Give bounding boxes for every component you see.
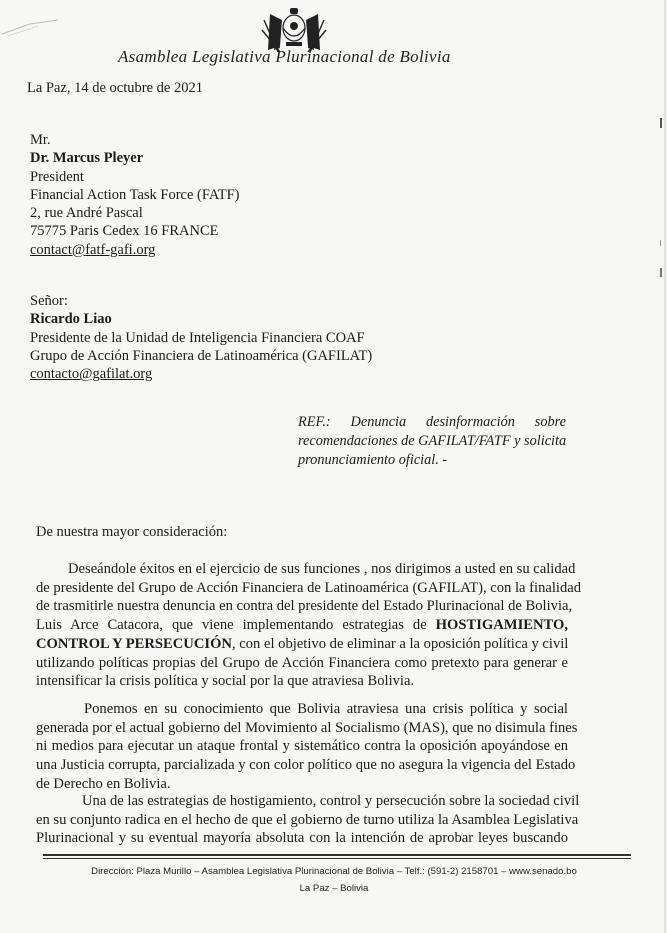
paragraph-line: generada por el actual gobierno del Movimiento al Socialismo (MAS), que no disimula fines xyxy=(36,719,578,736)
recipient-organization: Grupo de Acción Financiera de Latinoamérica (GAFILAT) xyxy=(30,347,373,364)
scan-mark-icon xyxy=(0,18,60,38)
paragraph-line: en su conjunto radica en el hecho de que el gobierno de turno utiliza la Asamblea Legislativa xyxy=(36,811,579,828)
reference-line: REF.: Denuncia desinformación sobre xyxy=(298,414,566,430)
footer-address: Dirección: Plaza Murillo – Asamblea Legislativa Plurinacional de Bolivia – Telf.: (591-2) 2158701 – www.senado.bo xyxy=(91,866,577,877)
page-edge-shadow xyxy=(658,0,668,933)
letter-date: La Paz, 14 de octubre de 2021 xyxy=(27,80,203,96)
paragraph-line: Ponemos en su conocimiento que Bolivia atraviesa una crisis política y social xyxy=(84,701,568,717)
recipient-email-link[interactable]: contact@fatf-gafi.org xyxy=(30,241,156,258)
paragraph-line: CONTROL Y PERSECUCIÓN, con el objetivo de eliminar a la oposición política y civil xyxy=(36,635,569,652)
paragraph-line: una Justicia corrupta, parcializada y con color político que no asegura la vigencia del Estado xyxy=(36,757,576,774)
paragraph-line: intensificar la crisis política y social por la que atraviesa Bolivia. xyxy=(36,673,415,690)
recipient-address-line: 2, rue André Pascal xyxy=(30,205,143,222)
recipient-address-line: 75775 Paris Cedex 16 FRANCE xyxy=(30,223,219,240)
recipient-name: Ricardo Liao xyxy=(30,311,112,328)
reference-block xyxy=(298,413,566,469)
paragraph-line: Una de las estrategias de hostigamiento, control y persecución sobre la sociedad civil xyxy=(82,793,580,809)
paragraph-line: Plurinacional y su eventual mayoría absoluta con la intención de aprobar leyes buscando xyxy=(36,830,568,847)
footer-city: La Paz – Bolivia xyxy=(299,883,369,894)
institution-name: Asamblea Legislativa Plurinacional de Bolivia xyxy=(118,47,451,66)
paragraph-line: ni medios para ejecutar un ataque frontal y sistemático contra la oposición apoyándose en xyxy=(36,738,568,755)
recipient-title: Presidente de la Unidad de Inteligencia Financiera COAF xyxy=(30,329,365,346)
recipient-title: President xyxy=(30,168,84,185)
reference-line: pronunciamiento oficial. - xyxy=(298,451,448,468)
reference-label: REF.: xyxy=(298,414,331,430)
paragraph-line: Luis Arce Catacora, que viene implementando estrategias de HOSTIGAMIENTO, xyxy=(36,617,568,634)
paragraph-line: de presidente del Grupo de Acción Financiera de Latinoamérica (GAFILAT), con la finalidad xyxy=(36,579,582,596)
paragraph-line: Deseándole éxitos en el ejercicio de sus funciones , nos dirigimos a usted en su calidad xyxy=(68,561,576,577)
paragraph-line: de trasmitirle nuestra denuncia en contra del presidente del Estado Plurinacional de Bolivia, xyxy=(36,598,573,615)
recipient-name: Dr. Marcus Pleyer xyxy=(30,150,144,167)
body-paragraph-3 xyxy=(36,792,580,848)
reference-line: recomendaciones de GAFILAT/FATF y solicita xyxy=(298,432,567,449)
recipient-organization: Financial Action Task Force (FATF) xyxy=(30,186,240,203)
recipient-block-fatf xyxy=(30,131,239,259)
footer-rule xyxy=(43,854,631,856)
emphasis-text: HOSTIGAMIENTO, xyxy=(435,617,568,634)
greeting: De nuestra mayor consideración: xyxy=(36,524,228,540)
recipient-email-link[interactable]: contacto@gafilat.org xyxy=(30,366,153,383)
paragraph-line: utilizando políticas propias del Grupo de Acción Financiera como pretexto para generar e xyxy=(36,654,568,671)
body-paragraph-2 xyxy=(36,700,578,794)
emphasis-text: CONTROL Y PERSECUCIÓN xyxy=(36,635,232,652)
body-paragraph-1 xyxy=(36,560,582,691)
paragraph-line: de Derecho en Bolivia. xyxy=(36,775,171,792)
recipient-salutation: Mr. xyxy=(30,132,51,148)
recipient-salutation: Señor: xyxy=(30,293,68,309)
recipient-block-gafilat xyxy=(30,292,372,383)
footer-rule xyxy=(43,858,631,859)
